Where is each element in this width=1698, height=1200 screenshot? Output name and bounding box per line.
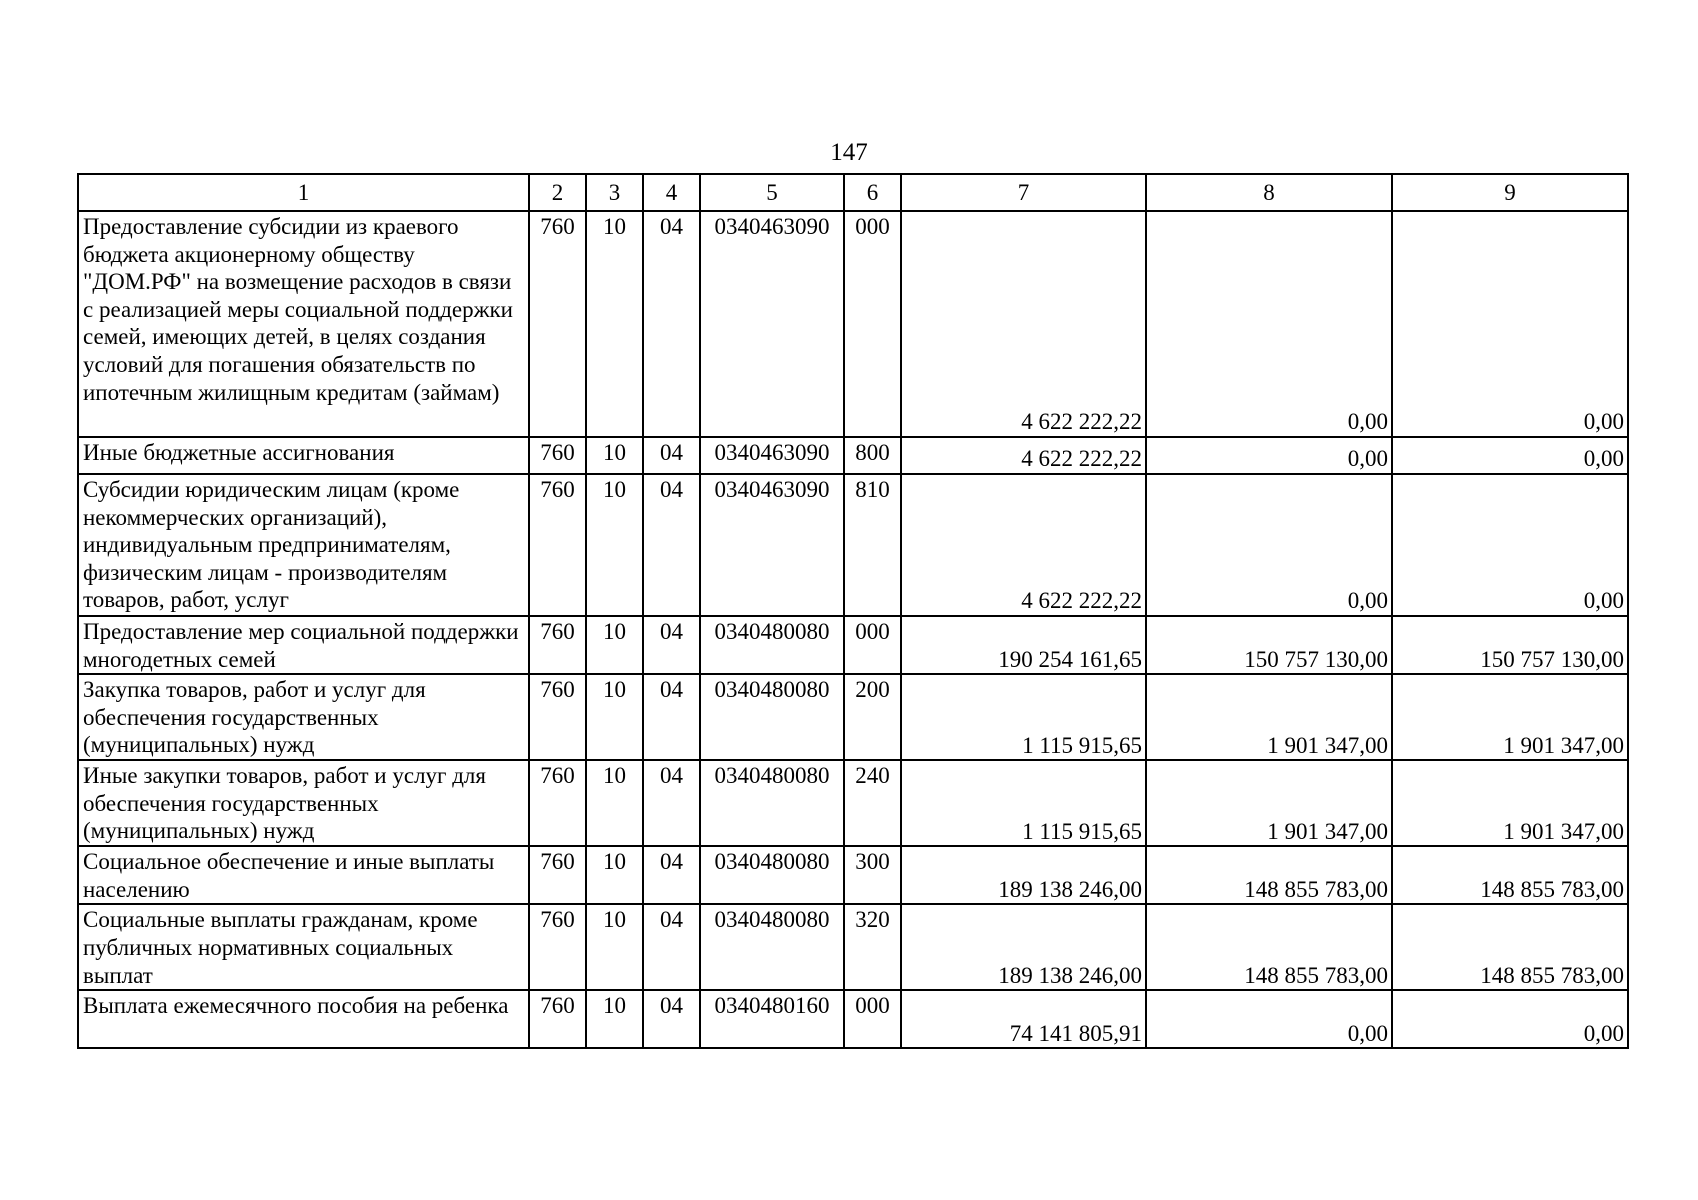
row-name: Закупка товаров, работ и услуг для обеспечения государственных (муниципальных) нужд (78, 674, 529, 760)
column-header: 1 (78, 174, 529, 211)
code-cell: 240 (844, 760, 901, 846)
amount-cell: 0,00 (1146, 474, 1392, 616)
code-cell: 0340463090 (700, 474, 844, 616)
column-header: 5 (700, 174, 844, 211)
page-number: 147 (830, 139, 868, 166)
table-row (78, 211, 1628, 437)
table-row (78, 474, 1628, 616)
table-row (78, 904, 1628, 990)
amount-cell: 148 855 783,00 (1392, 904, 1628, 990)
column-header: 8 (1146, 174, 1392, 211)
column-header: 4 (643, 174, 700, 211)
row-name: Предоставление субсидии из краевого бюджета акционерному обществу "ДОМ.РФ" на возмещение расходов в связи с реализацией меры социальной поддержки семей, имеющих детей, в целях создания условий для погашения обязательств по ипотечным жилищным кредитам (займам) (78, 211, 529, 437)
row-name: Социальное обеспечение и иные выплаты населению (78, 846, 529, 904)
code-cell: 0340463090 (700, 437, 844, 474)
code-cell: 300 (844, 846, 901, 904)
code-cell: 10 (586, 211, 643, 437)
code-cell: 760 (529, 846, 586, 904)
code-cell: 10 (586, 846, 643, 904)
code-cell: 760 (529, 474, 586, 616)
amount-cell: 190 254 161,65 (901, 616, 1146, 674)
code-cell: 04 (643, 616, 700, 674)
amount-cell: 4 622 222,22 (901, 211, 1146, 437)
table-row (78, 674, 1628, 760)
table-header-row (78, 174, 1628, 211)
table-row (78, 437, 1628, 474)
amount-cell: 1 901 347,00 (1146, 674, 1392, 760)
amount-cell: 0,00 (1392, 211, 1628, 437)
amount-cell: 0,00 (1146, 211, 1392, 437)
amount-cell: 189 138 246,00 (901, 904, 1146, 990)
code-cell: 000 (844, 211, 901, 437)
code-cell: 320 (844, 904, 901, 990)
amount-cell: 1 115 915,65 (901, 760, 1146, 846)
amount-cell: 0,00 (1392, 437, 1628, 474)
amount-cell: 0,00 (1146, 437, 1392, 474)
amount-cell: 4 622 222,22 (901, 474, 1146, 616)
code-cell: 0340480160 (700, 990, 844, 1048)
code-cell: 0340480080 (700, 616, 844, 674)
code-cell: 0340480080 (700, 674, 844, 760)
code-cell: 04 (643, 674, 700, 760)
row-name: Выплата ежемесячного пособия на ребенка (78, 990, 529, 1048)
code-cell: 10 (586, 760, 643, 846)
row-name: Предоставление мер социальной поддержки многодетных семей (78, 616, 529, 674)
code-cell: 760 (529, 990, 586, 1048)
amount-cell: 150 757 130,00 (1146, 616, 1392, 674)
amount-cell: 74 141 805,91 (901, 990, 1146, 1048)
column-header: 3 (586, 174, 643, 211)
amount-cell: 1 901 347,00 (1392, 674, 1628, 760)
table-row (78, 760, 1628, 846)
row-name: Иные бюджетные ассигнования (78, 437, 529, 474)
amount-cell: 148 855 783,00 (1146, 904, 1392, 990)
code-cell: 760 (529, 211, 586, 437)
amount-cell: 148 855 783,00 (1146, 846, 1392, 904)
code-cell: 810 (844, 474, 901, 616)
code-cell: 200 (844, 674, 901, 760)
code-cell: 000 (844, 990, 901, 1048)
code-cell: 0340480080 (700, 760, 844, 846)
table-row (78, 990, 1628, 1048)
amount-cell: 0,00 (1146, 990, 1392, 1048)
code-cell: 000 (844, 616, 901, 674)
column-header: 6 (844, 174, 901, 211)
amount-cell: 0,00 (1392, 474, 1628, 616)
table-row (78, 846, 1628, 904)
code-cell: 04 (643, 474, 700, 616)
code-cell: 04 (643, 846, 700, 904)
amount-cell: 0,00 (1392, 990, 1628, 1048)
amount-cell: 1 901 347,00 (1146, 760, 1392, 846)
budget-table (77, 173, 1629, 1049)
row-name: Иные закупки товаров, работ и услуг для обеспечения государственных (муниципальных) нужд (78, 760, 529, 846)
code-cell: 10 (586, 437, 643, 474)
code-cell: 04 (643, 904, 700, 990)
row-name: Субсидии юридическим лицам (кроме некоммерческих организаций), индивидуальным предпринимателям, физическим лицам - производителям товаров, работ, услуг (78, 474, 529, 616)
code-cell: 10 (586, 904, 643, 990)
code-cell: 760 (529, 437, 586, 474)
code-cell: 760 (529, 904, 586, 990)
code-cell: 760 (529, 616, 586, 674)
row-name: Социальные выплаты гражданам, кроме публичных нормативных социальных выплат (78, 904, 529, 990)
amount-cell: 150 757 130,00 (1392, 616, 1628, 674)
code-cell: 0340463090 (700, 211, 844, 437)
code-cell: 760 (529, 760, 586, 846)
code-cell: 04 (643, 760, 700, 846)
column-header: 2 (529, 174, 586, 211)
code-cell: 10 (586, 474, 643, 616)
code-cell: 0340480080 (700, 846, 844, 904)
code-cell: 0340480080 (700, 904, 844, 990)
amount-cell: 4 622 222,22 (901, 437, 1146, 474)
column-header: 7 (901, 174, 1146, 211)
code-cell: 10 (586, 674, 643, 760)
code-cell: 10 (586, 616, 643, 674)
amount-cell: 1 115 915,65 (901, 674, 1146, 760)
code-cell: 04 (643, 437, 700, 474)
table-row (78, 616, 1628, 674)
amount-cell: 189 138 246,00 (901, 846, 1146, 904)
code-cell: 10 (586, 990, 643, 1048)
amount-cell: 1 901 347,00 (1392, 760, 1628, 846)
code-cell: 800 (844, 437, 901, 474)
code-cell: 04 (643, 211, 700, 437)
amount-cell: 148 855 783,00 (1392, 846, 1628, 904)
column-header: 9 (1392, 174, 1628, 211)
code-cell: 760 (529, 674, 586, 760)
code-cell: 04 (643, 990, 700, 1048)
